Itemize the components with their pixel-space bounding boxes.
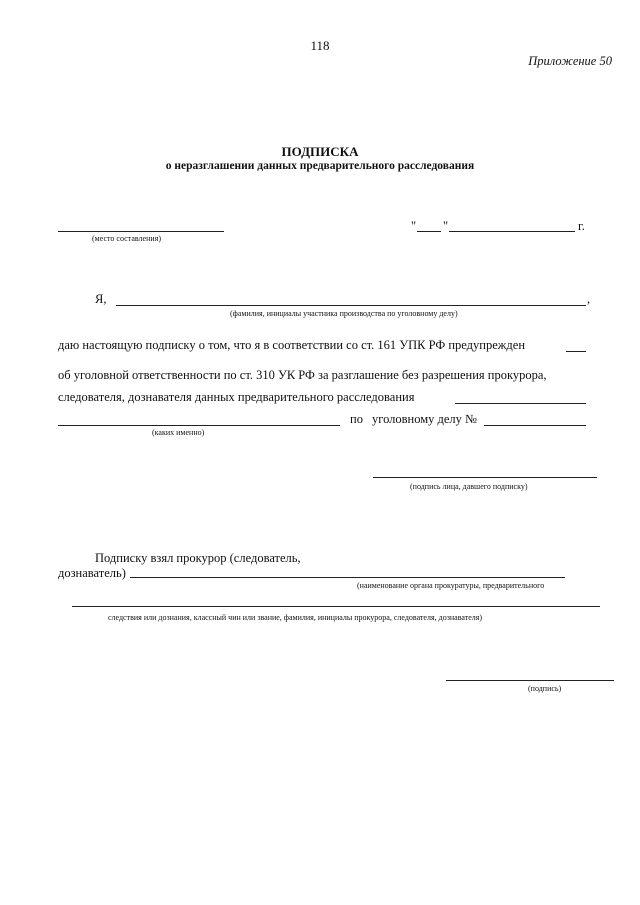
taken-by-line-2: дознаватель) (58, 566, 126, 580)
date-day-line[interactable] (417, 231, 441, 232)
document-subtitle: о неразглашении данных предварительного расследования (165, 160, 475, 172)
body-line-4a: по (350, 412, 363, 426)
date-open-quote: " (411, 219, 417, 233)
body-line-2: об уголовной ответственности по ст. 310 УК РФ за разглашение без разрешения прокурора, (58, 368, 547, 382)
investigation-data-line[interactable] (455, 403, 586, 404)
which-data-line[interactable] (58, 425, 340, 426)
name-caption: (фамилия, инициалы участника производства по уголовному делу) (230, 309, 458, 318)
body-line-3: следователя, дознавателя данных предварительного расследования (58, 390, 415, 404)
official-signature-line[interactable] (446, 680, 614, 681)
organ-line-1[interactable] (130, 577, 565, 578)
signer-caption: (подпись лица, давшего подписку) (410, 482, 528, 491)
name-line[interactable] (116, 305, 586, 306)
organ-line-2[interactable] (72, 606, 600, 607)
date-close-quote: " (443, 219, 449, 233)
name-comma: , (587, 292, 591, 306)
taken-by-line-1: Подписку взял прокурор (следователь, (95, 551, 301, 565)
body-line-4b: уголовному делу № (372, 412, 477, 426)
document-title: ПОДПИСКА (281, 144, 359, 159)
i-label: Я, (95, 292, 107, 306)
page-number: 118 (310, 38, 330, 53)
which-caption: (каких именно) (152, 428, 205, 437)
body-line-1: даю настоящую подписку о том, что я в соответствии со ст. 161 УПК РФ предупрежден (58, 338, 526, 352)
organ-caption: (наименование органа прокуратуры, предварительного (357, 581, 545, 590)
signer-signature-line[interactable] (373, 477, 597, 478)
date-year-suffix: г. (578, 219, 585, 233)
organ-caption-2: следствия или дознания, классный чин или звание, фамилия, инициалы прокурора, следователя, дознавателя) (108, 613, 483, 622)
signature-caption: (подпись) (528, 684, 562, 693)
place-caption: (место составления) (92, 234, 161, 243)
warned-suffix-line[interactable] (566, 351, 586, 352)
appendix-label: Приложение 50 (528, 54, 612, 68)
place-line[interactable] (58, 231, 224, 232)
case-number-line[interactable] (484, 425, 586, 426)
date-month-year-line[interactable] (449, 231, 575, 232)
